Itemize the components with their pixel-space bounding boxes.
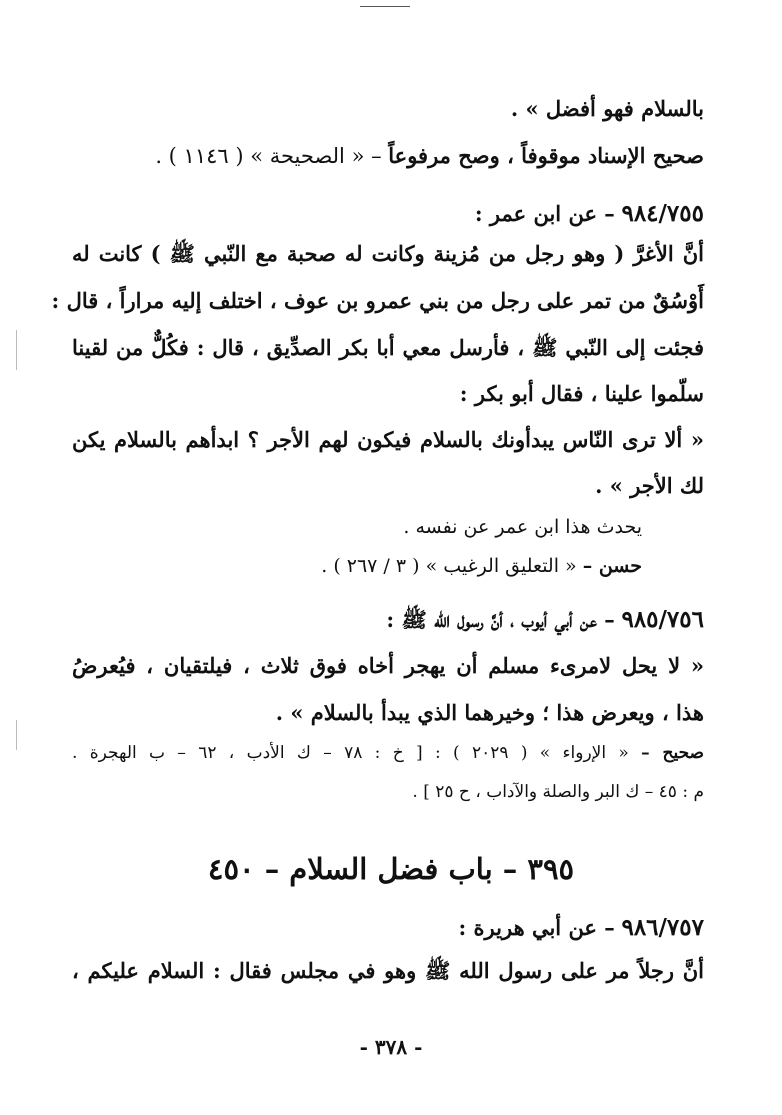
grading-label: صحيح الإسناد موقوفاً ، وصح مرفوعاً (388, 143, 704, 168)
text-line-19: أنَّ رجلاً مر على رسول الله ﷺ وهو في مجلس فقال : السلام عليكم ، (72, 958, 704, 983)
hadith-number-756: ٩٨٥/٧٥٦ (621, 606, 704, 633)
grading-line-2 (321, 557, 642, 576)
text-line-13: « لا يحل لامرىء مسلم أن يهجر أخاه فوق ثلاث ، فيلتقيان ، فيُعرضُ (72, 653, 704, 678)
text-line-8: « ألا ترى النّاس يبدأونك بالسلام فيكون لهم الأجر ؟ ابدأهم بالسلام يكن (72, 427, 704, 452)
hadith-number-757: ٩٨٦/٧٥٧ (621, 914, 704, 941)
page-number: - ٣٧٨ - (359, 1035, 423, 1059)
text-line-4: أنَّ الأغرَّ ( وهو رجل من مُزينة وكانت له صحبة مع النّبي ﷺ ) كانت له (72, 241, 704, 266)
text-line-5: أَوْسُقٌ من تمر على رجل من بني عمرو بن عوف ، اختلف إليه مراراً ، قال : (51, 288, 704, 313)
top-rule (360, 6, 410, 7)
grading-line-3 (72, 745, 704, 762)
grading-label-3: صحيح – (641, 743, 704, 763)
text-line-14: هذا ، ويعرض هذا ؛ وخيرهما الذي يبدأ بالسلام » . (275, 700, 704, 725)
reference-line: م : ٤٥ – ك البر والصلة والآداب ، ح ٢٥ ] . (412, 782, 704, 802)
text-line-7: سلّموا علينا ، فقال أبو بكر : (459, 381, 704, 406)
hadith-heading-756 (386, 608, 704, 631)
scan-artifact (16, 720, 17, 750)
text-line-10: يحدث هذا ابن عمر عن نفسه . (403, 516, 642, 538)
hadith-heading-757 (458, 916, 704, 939)
text-line-6: فجئت إلى النّبي ﷺ ، فأرسل معي أبا بكر الصدِّيق ، قال : فكُلٌّ من لقينا (72, 335, 704, 360)
hadith-heading-755 (475, 202, 704, 225)
hadith-narrator-757: – عن أبي هريرة : (458, 915, 615, 940)
text-line-1: بالسلام فهو أفضل » . (510, 96, 704, 121)
text-line-9: لك الأجر » . (595, 473, 704, 498)
hadith-narrator-755: – عن ابن عمر : (474, 201, 615, 226)
grading-source: – « الصحيحة » ( ١١٤٦ ) . (155, 144, 382, 168)
grading-source-3: « الإرواء » ( ٢٠٢٩ ) : [ خ : ٧٨ – ك الأدب ، ٦٢ – ب الهجرة . (72, 743, 629, 763)
grading-source-2: « التعليق الرغيب » ( ٣ / ٢٦٧ ) . (321, 555, 577, 577)
chapter-heading: ٣٩٥ – باب فضل السلام – ٤٥٠ (207, 852, 575, 886)
grading-label-2: حسن – (582, 555, 642, 577)
hadith-number-755: ٩٨٤/٧٥٥ (621, 200, 704, 227)
scan-artifact (16, 330, 17, 370)
hadith-narrator-756: – عن أبي أيوب ، أنَّ رسول الله ﷺ : (386, 607, 615, 632)
grading-line (155, 145, 704, 167)
